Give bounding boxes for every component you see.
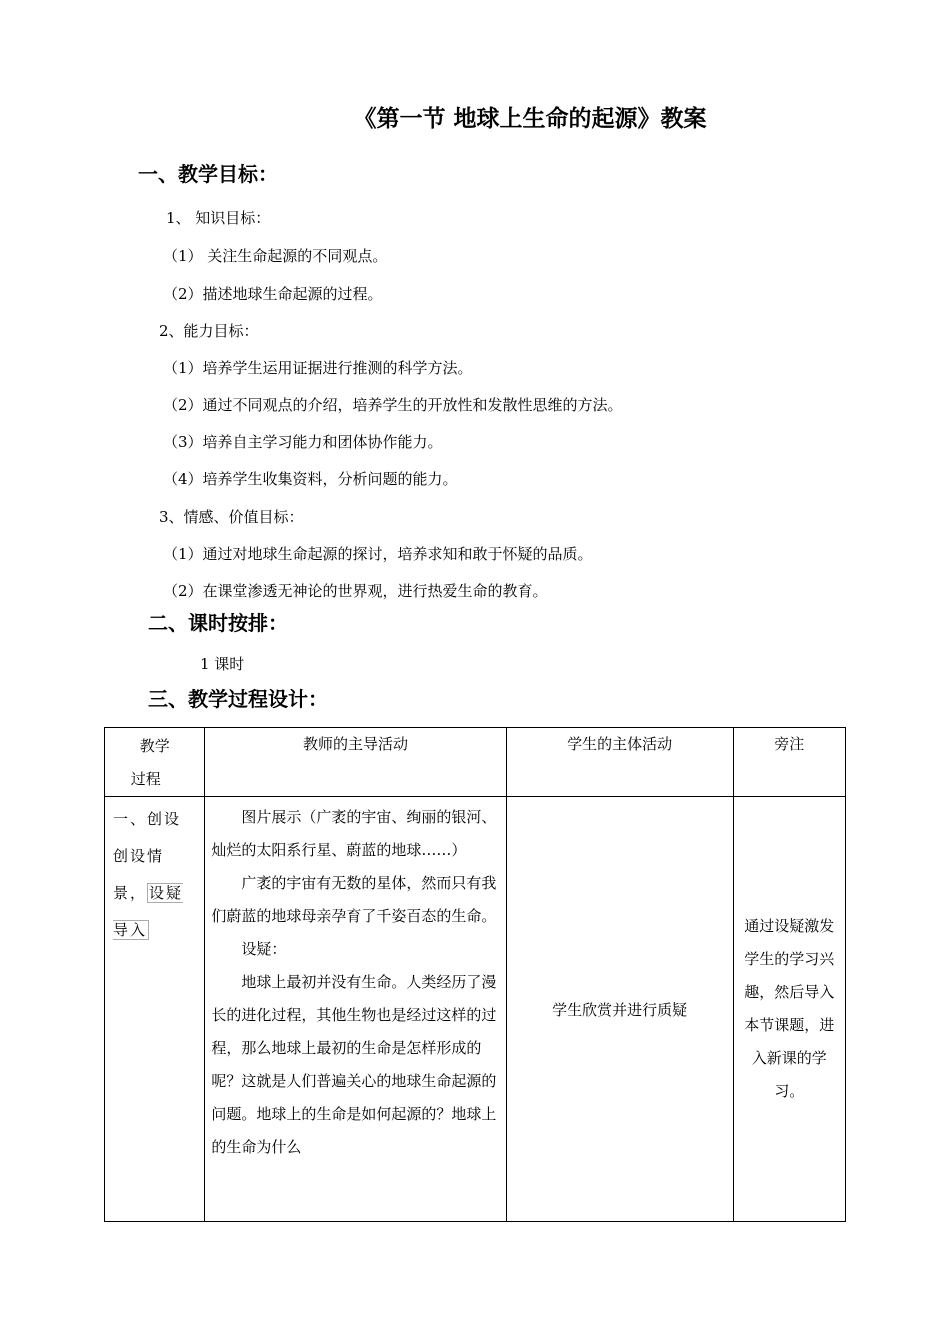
stage-text-boxed: 设疑导入 <box>113 884 184 939</box>
teacher-paragraph-4: 地球上最初并没有生命。人类经历了漫长的进化过程，其他生物也是经过这样的过程，那么地球上最初的生命是怎样形成的呢？这就是人们普遍关心的地球生命起源的问题。地球上的生命是如何起源的？地球上的生命为什么 <box>211 973 497 1156</box>
emotion-item-1: （1）通过对地球生命起源的探讨，培养求知和敢于怀疑的品质。 <box>163 545 593 563</box>
teacher-paragraph-2: 广袤的宇宙有无数的星体，然而只有我们蔚蓝的地球母亲孕育了千姿百态的生命。 <box>211 874 497 925</box>
teacher-paragraph-3: 设疑： <box>241 940 287 958</box>
student-activity-cell: 学生欣赏并进行质疑 <box>506 797 733 1222</box>
table-row <box>105 797 846 1222</box>
section-heading-objectives: 一、教学目标： <box>138 162 278 186</box>
emotion-item-2: （2）在课堂渗透无神论的世界观，进行热爱生命的教育。 <box>163 582 548 600</box>
ability-item-2: （2）通过不同观点的介绍，培养学生的开放性和发散性思维的方法。 <box>163 396 623 414</box>
emotion-heading: 3、情感、价值目标： <box>159 508 304 526</box>
ability-item-3: （3）培养自主学习能力和团体协作能力。 <box>163 433 443 451</box>
teacher-activity-cell <box>205 797 506 1222</box>
section-heading-process: 三、教学过程设计： <box>148 687 328 711</box>
header-student: 学生的主体活动 <box>506 728 733 797</box>
schedule-text: 1 课时 <box>200 655 245 673</box>
section-heading-schedule: 二、课时按排： <box>148 611 288 635</box>
ability-heading: 2、能力目标： <box>159 322 259 340</box>
knowledge-item-2: （2）描述地球生命起源的过程。 <box>163 285 383 303</box>
stage-cell <box>105 797 205 1222</box>
knowledge-heading: 1、 知识目标： <box>166 209 271 227</box>
header-stage <box>105 728 205 797</box>
header-note: 旁注 <box>733 728 845 797</box>
knowledge-item-1: （1） 关注生命起源的不同观点。 <box>163 247 388 265</box>
header-teacher: 教师的主导活动 <box>205 728 506 797</box>
ability-item-4: （4）培养学生收集资料，分析问题的能力。 <box>163 470 458 488</box>
table-header-row <box>105 728 846 797</box>
page-title: 《第一节 地球上生命的起源》教案 <box>353 106 707 132</box>
ability-item-1: （1）培养学生运用证据进行推测的科学方法。 <box>163 359 473 377</box>
header-stage-line2: 过程 <box>130 770 161 788</box>
teacher-paragraph-1: 图片展示（广袤的宇宙、绚丽的银河、灿烂的太阳系行星、蔚蓝的地球……） <box>211 808 497 859</box>
header-stage-line1: 教学 <box>139 737 170 755</box>
note-cell: 通过设疑激发学生的学习兴趣，然后导入本节课题，进入新课的学习。 <box>733 797 845 1222</box>
stage-text: 一、创设创设情景， <box>113 810 182 902</box>
process-table <box>104 727 846 1222</box>
